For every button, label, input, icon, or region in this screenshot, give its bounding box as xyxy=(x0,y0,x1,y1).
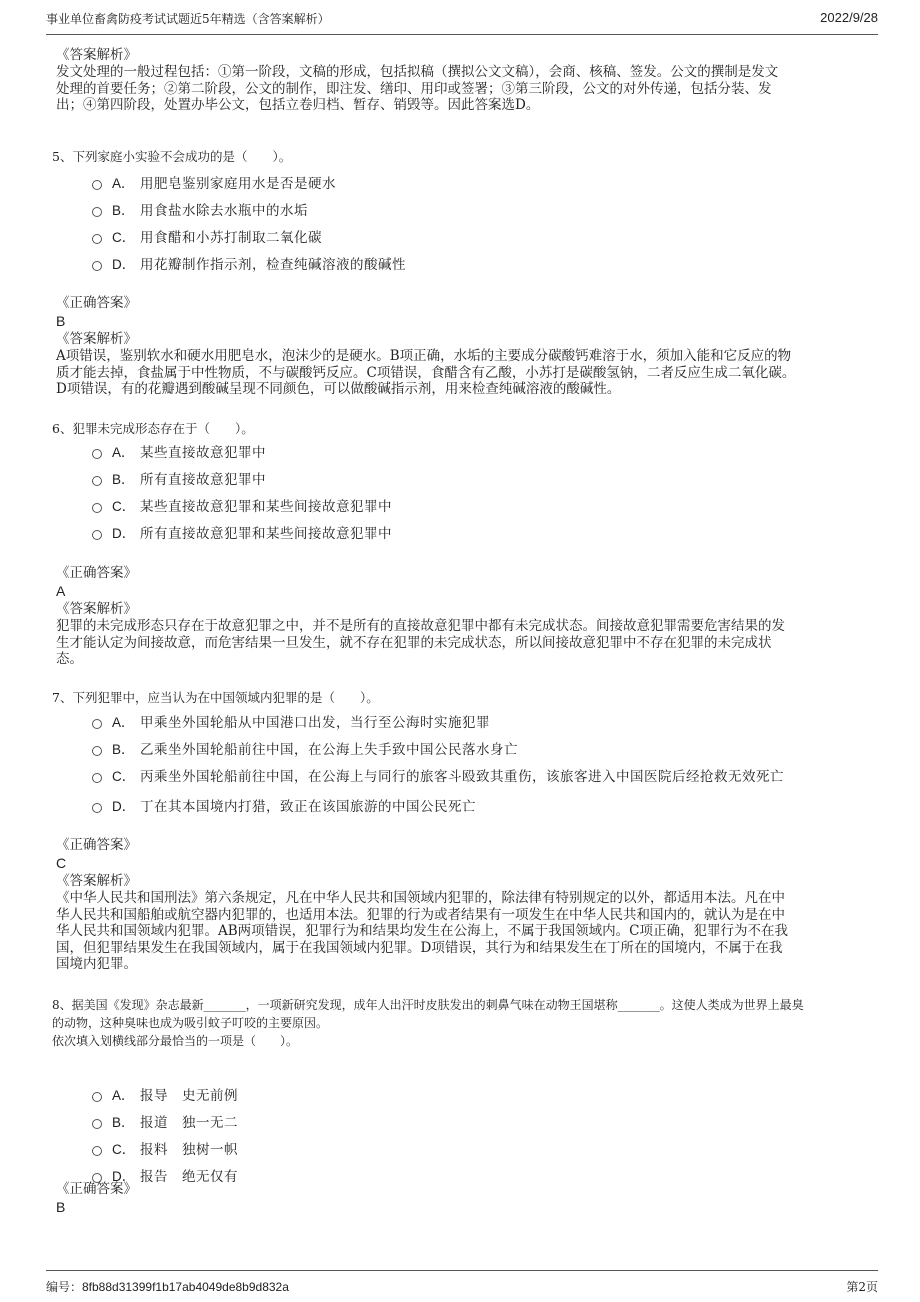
q8-option-b[interactable] xyxy=(92,1110,872,1132)
option-text: 所有直接故意犯罪和某些间接故意犯罪中 xyxy=(140,526,392,542)
analysis-line: 发文处理的一般过程包括：①第一阶段，文稿的形成，包括拟稿（撰拟公文文稿），会商、核稿、签发。公文的撰制是发文 xyxy=(56,64,779,80)
question-5-text: 5、下列家庭小实验不会成功的是（ ）。 xyxy=(52,149,292,164)
page-header xyxy=(46,10,878,35)
correct-answer: B xyxy=(56,1199,66,1215)
analysis-label: 《答案解析》 xyxy=(56,601,137,617)
analysis-line: 处理的首要任务；②第二阶段，公文的制作，即注发、缮印、用印或签署；③第三阶段，公文的对外传递，包括分装、发 xyxy=(56,80,772,97)
q5-option-b[interactable] xyxy=(92,198,872,220)
option-text: 用花瓣制作指示剂，检查纯碱溶液的酸碱性 xyxy=(140,257,406,273)
q4-analysis xyxy=(56,46,864,114)
analysis-line: 华人民共和国船舶或航空器内犯罪的，也适用本法。犯罪的行为或者结果有一项发生在中华人民共和国内的，就认为是在中 xyxy=(56,906,785,923)
option-text: 乙乘坐外国轮船前往中国，在公海上失手致中国公民落水身亡 xyxy=(140,742,518,758)
analysis-label: 《答案解析》 xyxy=(56,873,137,889)
analysis-line: 出；④第四阶段，处置办毕公文，包括立卷归档、暂存、销毁等。因此答案选D。 xyxy=(56,97,540,113)
radio-icon[interactable] xyxy=(92,530,102,540)
q6-option-c[interactable] xyxy=(92,494,872,516)
radio-icon[interactable] xyxy=(92,207,102,217)
option-text: 用食盐水除去水瓶中的水垢 xyxy=(140,203,308,219)
question-7-text: 7、下列犯罪中，应当认为在中国领域内犯罪的是（ ）。 xyxy=(52,690,379,705)
page-number: 第2页 xyxy=(846,1280,878,1294)
question-8-text xyxy=(52,996,872,1050)
radio-icon[interactable] xyxy=(92,503,102,513)
option-text: 某些直接故意犯罪和某些间接故意犯罪中 xyxy=(140,499,392,515)
option-text: 报导 史无前例 xyxy=(140,1088,238,1104)
option-letter: D． xyxy=(112,257,136,272)
q8-answer-block xyxy=(56,1180,864,1216)
radio-icon[interactable] xyxy=(92,449,102,459)
analysis-line: D项错误，有的花瓣遇到酸碱呈现不同颜色，可以做酸碱指示剂，用来检查纯碱溶液的酸碱性。 xyxy=(56,381,621,397)
analysis-line: 国，但犯罪结果发生在我国领域内，属于在我国领域内犯罪。D项错误，其行为和结果发生在丁所在的国境内，不属于在我 xyxy=(56,939,783,956)
option-text: 报料 独树一帜 xyxy=(140,1142,238,1158)
option-letter: C． xyxy=(112,499,136,514)
option-text: 用食醋和小苏打制取二氧化碳 xyxy=(140,230,322,246)
radio-icon[interactable] xyxy=(92,719,102,729)
q7-option-d[interactable] xyxy=(92,794,872,816)
correct-answer-label: 《正确答案》 xyxy=(56,1181,137,1197)
q5-option-c[interactable] xyxy=(92,225,872,247)
radio-icon[interactable] xyxy=(92,180,102,190)
correct-answer: C xyxy=(56,855,67,871)
question-line: 8、据美国《发现》杂志最新_______，一项新研究发现，成年人出汗时皮肤发出的刺鼻气味在动物王国堪称_______。这使人类成为世界上最臭 xyxy=(52,998,804,1012)
option-text: 甲乘坐外国轮船从中国港口出发，当行至公海时实施犯罪 xyxy=(140,715,490,731)
option-text: 某些直接故意犯罪中 xyxy=(140,445,266,461)
analysis-line: 犯罪的未完成形态只存在于故意犯罪之中，并不是所有的直接故意犯罪中都有未完成状态。间接故意犯罪需要危害结果的发 xyxy=(56,618,785,634)
analysis-line: 态。 xyxy=(56,651,83,667)
option-letter: B． xyxy=(112,1115,135,1130)
option-letter: A． xyxy=(112,445,135,460)
option-letter: A． xyxy=(112,1088,135,1103)
option-text: 丙乘坐外国轮船前往中国，在公海上与同行的旅客斗殴致其重伤，该旅客进入中国医院后经抢救无效死亡 xyxy=(140,769,784,785)
option-letter: D． xyxy=(112,1169,136,1184)
radio-icon[interactable] xyxy=(92,1146,102,1156)
question-6-text: 6、犯罪未完成形态存在于（ ）。 xyxy=(52,421,254,436)
q6-option-a[interactable] xyxy=(92,440,872,462)
q7-option-c[interactable] xyxy=(92,764,872,786)
analysis-line: 国境内犯罪。 xyxy=(56,956,137,972)
option-letter: D． xyxy=(112,526,136,541)
q6-option-b[interactable] xyxy=(92,467,872,489)
radio-icon[interactable] xyxy=(92,1092,102,1102)
option-letter: B． xyxy=(112,742,135,757)
option-letter: C． xyxy=(112,769,136,784)
header-date: 2022/9/28 xyxy=(820,10,878,25)
q6-answer-block xyxy=(56,564,864,668)
q7-answer-block xyxy=(56,836,864,973)
q7-option-a[interactable] xyxy=(92,710,872,732)
q5-answer-block xyxy=(56,294,864,398)
radio-icon[interactable] xyxy=(92,476,102,486)
correct-answer: B xyxy=(56,313,66,329)
analysis-line: 质才能去掉，食盐属于中性物质，不与碳酸钙反应。C项错误，食醋含有乙酸，小苏打是碳酸氢钠，二者反应生成二氧化碳。 xyxy=(56,364,796,381)
radio-icon[interactable] xyxy=(92,803,102,813)
q5-option-a[interactable] xyxy=(92,171,872,193)
option-text: 丁在其本国境内打猎，致正在该国旅游的中国公民死亡 xyxy=(140,799,476,815)
q8-option-c[interactable] xyxy=(92,1137,872,1159)
option-text: 报道 独一无二 xyxy=(140,1115,238,1131)
option-text: 所有直接故意犯罪中 xyxy=(140,472,266,488)
option-letter: D． xyxy=(112,799,136,814)
option-letter: C． xyxy=(112,230,136,245)
option-letter: B． xyxy=(112,203,135,218)
radio-icon[interactable] xyxy=(92,261,102,271)
analysis-line: 《中华人民共和国刑法》第六条规定，凡在中华人民共和国领域内犯罪的，除法律有特别规定的以外，都适用本法。凡在中 xyxy=(56,890,785,906)
correct-answer-label: 《正确答案》 xyxy=(56,837,137,853)
option-letter: A． xyxy=(112,715,135,730)
q8-option-a[interactable] xyxy=(92,1083,872,1105)
analysis-label: 《答案解析》 xyxy=(56,47,137,63)
option-text: 用肥皂鉴别家庭用水是否是硬水 xyxy=(140,176,336,192)
document-code: 编号：8fb88d31399f1b17ab4049de8b9d832a xyxy=(46,1280,289,1294)
option-text: 报告 绝无仅有 xyxy=(140,1169,238,1185)
q5-option-d[interactable] xyxy=(92,252,872,274)
option-letter: A． xyxy=(112,176,135,191)
question-line: 的动物，这种臭味也成为吸引蚊子叮咬的主要原因。 xyxy=(52,1016,329,1030)
correct-answer-label: 《正确答案》 xyxy=(56,565,137,581)
question-line: 依次填入划横线部分最恰当的一项是（ ）。 xyxy=(52,1034,299,1048)
page-footer xyxy=(46,1270,878,1295)
option-letter: C． xyxy=(112,1142,136,1157)
analysis-line: A项错误，鉴别软水和硬水用肥皂水，泡沫少的是硬水。B项正确，水垢的主要成分碳酸钙难溶于水，须加入能和它反应的物 xyxy=(56,348,792,364)
radio-icon[interactable] xyxy=(92,234,102,244)
q6-option-d[interactable] xyxy=(92,521,872,543)
radio-icon[interactable] xyxy=(92,746,102,756)
q7-option-b[interactable] xyxy=(92,737,872,759)
analysis-line: 华人民共和国领域内犯罪。AB两项错误，犯罪行为和结果均发生在公海上，不属于我国领域内。C项正确，犯罪行为不在我 xyxy=(56,923,788,939)
analysis-label: 《答案解析》 xyxy=(56,331,137,347)
document-title: 事业单位畜禽防疫考试试题近5年精选（含答案解析） xyxy=(46,12,330,26)
radio-icon[interactable] xyxy=(92,1119,102,1129)
correct-answer-label: 《正确答案》 xyxy=(56,295,137,311)
radio-icon[interactable] xyxy=(92,773,102,783)
option-letter: B． xyxy=(112,472,135,487)
analysis-line: 生才能认定为间接故意，而危害结果一旦发生，就不存在犯罪的未完成状态，所以间接故意犯罪中不存在犯罪的未完成状 xyxy=(56,634,772,651)
correct-answer: A xyxy=(56,583,66,599)
